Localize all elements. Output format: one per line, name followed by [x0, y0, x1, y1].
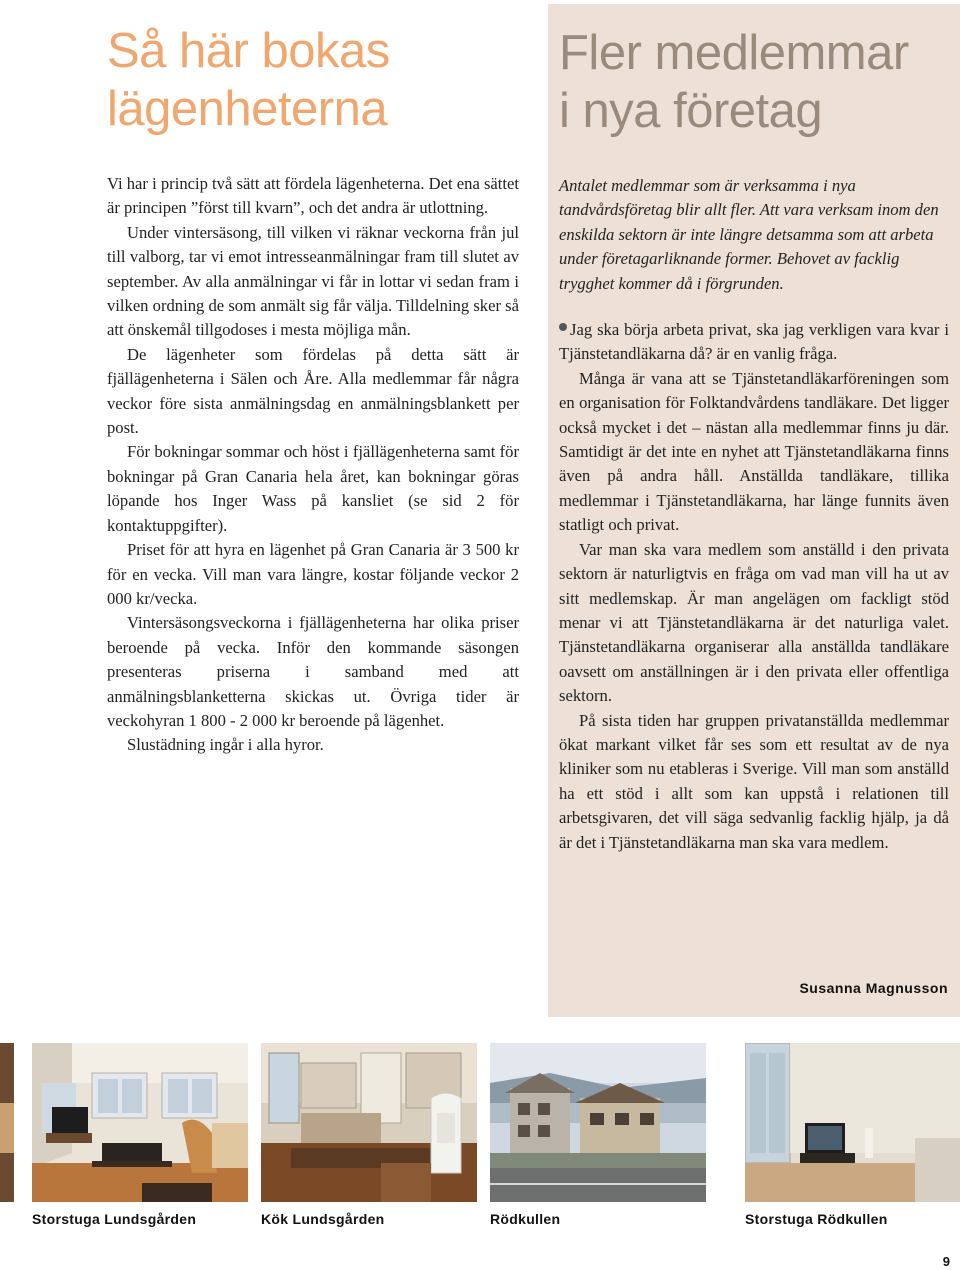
sidebar-heading — [559, 24, 949, 140]
bullet-icon — [559, 323, 567, 331]
caption: Storstuga Rödkullen — [745, 1211, 888, 1227]
caption: Rödkullen — [490, 1211, 561, 1227]
paragraph: På sista tiden har gruppen privatanställda medlemmar ökat markant vilket får ses som ett resultat av de nya kliniker som nu etableras i Sverige. Vill man som anställd ha ett stöd i allt som kan uppstå i relationen till arbetsgivaren, det vill säga sedvanlig facklig hjälp, ja då är det i Tjänstetandläkarna man ska vara medlem. — [559, 710, 949, 852]
caption: Kök Lundsgården — [261, 1211, 385, 1227]
paragraph: För bokningar sommar och höst i fjällägenheterna samt för bokningar på Gran Canaria hela året, kan bokningar göras löpande hos Inger Wass på kansliet (se sid 2 för kontaktuppgifter). — [107, 442, 519, 535]
heading-line-2: lägenheterna — [107, 82, 388, 136]
sidebar-heading-line-1: Fler medlemmar — [559, 26, 909, 80]
photo-storstuga-lundsgarden — [32, 1043, 248, 1202]
paragraph: Många är vana att se Tjänstetandläkarföreningen som en organisation för Folktandvårdens tandläkare. Det ligger också mycket i det – nästan alla medlemmar finns ju där. Samtidigt är det inte en nyhet att Tjänstetandläkarna finns även på andra håll. Anställda tandläkare, tillika medlemmar i Tjänstetandläkarna, har länge funnits även statligt och privat. — [559, 368, 949, 535]
paragraph: Vi har i princip två sätt att fördela lägenheterna. Det ena sättet är principen ”först till kvarn”, och det andra är utlottning. — [107, 174, 519, 218]
paragraph: Slustädning ingår i alla hyror. — [127, 735, 324, 755]
paragraph: Jag ska börja arbeta privat, ska jag verkligen vara kvar i Tjänstetandläkarna då? är en vanlig fråga. — [559, 320, 949, 364]
sidebar-heading-line-2: i nya företag — [559, 84, 823, 138]
sidebar-body — [559, 318, 949, 855]
photo-kok-lundsgarden — [261, 1043, 477, 1202]
photo-storstuga-rodkullen — [745, 1043, 960, 1202]
paragraph: Vintersäsongsveckorna i fjällägenheterna har olika priser beroende på vecka. Inför den kommande säsongen presenteras priserna i samband med att anmälningsblanketterna skickas ut. Övriga tider är veckohyran 1 800 - 2 000 kr beroende på lägenhet. — [107, 613, 519, 730]
page-number: 9 — [942, 1254, 950, 1269]
article-body — [107, 172, 519, 758]
article-heading — [107, 22, 519, 138]
paragraph: Var man ska vara medlem som anställd i den privata sektorn är naturligtvis en fråga om vad man vill ha ut av sitt medlemskap. Är man angelägen om fackligt stöd menar vi att Tjänstetandläkarna är det naturliga valet. Tjänstetandläkarna organiserar alla anställda tandläkare oavsett om anställningen är i den privata eller offentliga sektorn. — [559, 539, 949, 706]
sidebar-box — [548, 4, 960, 1017]
paragraph: De lägenheter som fördelas på detta sätt är fjällägenheterna i Sälen och Åre. Alla medlemmar får några veckor före sista anmälningsdag en anmälningsblankett per post. — [107, 344, 519, 438]
heading-line-1: Så här bokas — [107, 24, 390, 78]
caption: Storstuga Lundsgården — [32, 1211, 197, 1227]
author-byline: Susanna Magnusson — [799, 980, 948, 996]
photo-rodkullen — [490, 1043, 706, 1202]
left-article — [107, 22, 519, 758]
sidebar-lead: Antalet medlemmar som är verksamma i nya tandvårdsföretag blir allt fler. Att vara verksam inom den enskilda sektorn är inte längre detsamma som att arbeta under företagarliknande former. Behovet av facklig trygghet kommer då i förgrunden. — [559, 176, 939, 293]
photo-edge-left — [0, 1043, 14, 1202]
paragraph: Priset för att hyra en lägenhet på Gran Canaria är 3 500 kr för en vecka. Vill man vara längre, kostar följande veckor 2 000 kr/vecka. — [107, 540, 519, 608]
paragraph: Under vintersäsong, till vilken vi räknar veckorna från jul till valborg, tar vi emot intresseanmälningar fram till slutet av september. Av alla anmälningar vi får in lottar vi sedan fram i vilken ordning de som anmält sig får välja. Tilldelning sker så att önskemål tillgodoses i mesta möjliga mån. — [107, 222, 519, 340]
